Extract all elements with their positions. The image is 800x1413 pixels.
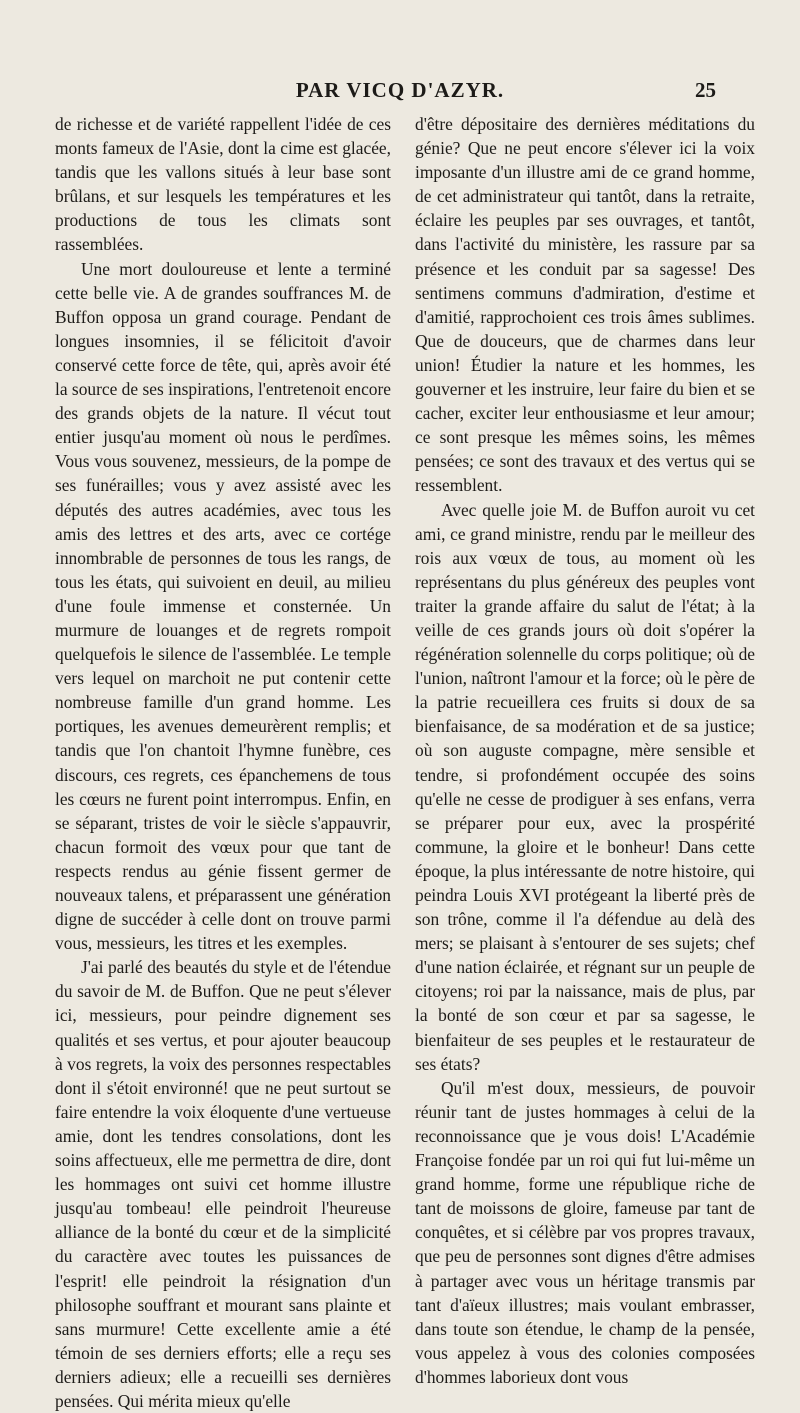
- right-column: [415, 112, 755, 1389]
- paragraph: d'être dépositaire des dernières méditations du génie? Que ne peut encore s'élever ici la voix imposante d'un illustre ami de ce grand homme, de cet administrateur qui tantôt, dans la retraite, éclaire les peuples par ses ouvrages, et tantôt, dans l'activité du ministère, les rassure par sa présence et les conduit par sa sagesse! Des sentimens communs d'admiration, d'estime et d'amitié, rapprochoient ces trois âmes sublimes. Que de douceurs, que de charmes dans leur union! Étudier la nature et les hommes, les gouverner et les instruire, leur faire du bien et se cacher, exciter leur enthousiasme et leur amour; ce sont presque les mêmes soins, les mêmes pensées; ce sont des travaux et des vertus qui se ressemblent.: [415, 114, 755, 496]
- paragraph: de richesse et de variété rappellent l'idée de ces monts fameux de l'Asie, dont la cime est glacée, tandis que les vallons situés à leur base sont brûlans, et sur lesquels les températures et les productions de tous les climats sont rassemblées.: [55, 114, 391, 255]
- page-number: 25: [695, 78, 716, 102]
- paragraph: Qu'il m'est doux, messieurs, de pouvoir réunir tant de justes hommages à celui de la reconnoissance que je vous dois! L'Académie Françoise fondée par un roi qui fut lui-même un grand homme, forme une république riche de tant de moissons de gloire, fameuse par tant de conquêtes, et si célèbre par vos propres travaux, que peu de personnes sont dignes d'être admises à partager avec vous un héritage transmis par tant d'aïeux illustres; mais voulant embrasser, dans toute son étendue, le champ de la pensée, vous appelez à vous des colonies composées d'hommes laborieux dont vous: [415, 1077, 755, 1387]
- left-column: [55, 112, 391, 1413]
- paragraph: Avec quelle joie M. de Buffon auroit vu cet ami, ce grand ministre, rendu par le meilleur des rois aux vœux de tous, au moment où les représentans du plus généreux des peuples vont traiter la grande affaire du salut de l'état; à la veille de ces grands jours où doit s'opérer la régénération solennelle du corps politique; où de l'union, naîtront l'amour et la force; où le père de la patrie recueillera ces fruits si doux de sa bienfaisance, de sa modération et de sa justice; où son auguste compagne, mère sensible et tendre, si profondément occupée des soins qu'elle ne cesse de prodiguer à ses enfans, verra se préparer pour eux, avec la prospérité commune, la gloire et le bonheur! Dans cette époque, la plus intéressante de notre histoire, qui peindra Louis XVI protégeant la liberté près de son trône, comme il l'a défendue au delà des mers; se plaisant à s'entourer de ses sujets; chef d'une nation éclairée, et régnant sur un peuple de citoyens; roi par la naissance, mais de plus, par la bonté de son cœur et par sa sagesse, le bienfaiteur de ses peuples et le restaurateur de ses états?: [415, 499, 755, 1074]
- paragraph: J'ai parlé des beautés du style et de l'étendue du savoir de M. de Buffon. Que ne peut s'élever ici, messieurs, pour peindre dignement ses qualités et ses vertus, et pour ajouter beaucoup à vos regrets, la voix des personnes respectables dont il s'étoit environné! que ne peut surtout se faire entendre la voix éloquente d'une vertueuse amie, dont les tendres consolations, dont les soins affectueux, elle me permettra de dire, dont les hommages ont suivi cet homme illustre jusqu'au tombeau! elle peindroit l'heureuse alliance de la bonté du cœur et de la simplicité du caractère avec toutes les puissances de l'esprit! elle peindroit la résignation d'un philosophe souffrant et mourant sans plainte et sans murmure! Cette excellente amie a été témoin de ses derniers efforts; elle a reçu ses derniers adieux; elle a recueilli ses dernières pensées. Qui mérita mieux qu'elle: [55, 957, 391, 1411]
- running-title: PAR VICQ D'AZYR.: [295, 78, 505, 102]
- running-head: [0, 78, 800, 108]
- paragraph: Une mort douloureuse et lente a terminé cette belle vie. A de grandes souffrances M. de Buffon opposa un grand courage. Pendant de longues insomnies, il se félicitoit d'avoir conservé cette force de tête, qui, après avoir été la source de ses inspirations, l'entretenoit encore des grands objets de la nature. Il vécut tout entier jusqu'au moment où nous le perdîmes. Vous vous souvenez, messieurs, de la pompe de ses funérailles; vous y avez assisté avec les députés des autres académies, avec tous les amis des lettres et des arts, avec ce cortége innombrable de personnes de tous les rangs, de tous les états, qui suivoient en deuil, au milieu d'une foule immense et consternée. Un murmure de louanges et de regrets rompoit quelquefois le silence de l'assemblée. Le temple vers lequel on marchoit ne put contenir cette nombreuse famille d'un grand homme. Les portiques, les avenues demeurèrent remplis; et tandis que l'on chantoit l'hymne funèbre, ces discours, ces regrets, ces épanchemens de tous les cœurs ne furent point interrompus. Enfin, en se séparant, tristes de voir le siècle s'appauvrir, chacun formoit des vœux pour que tant de respects rendus au génie fissent germer de nouveaux talens, et préparassent une génération digne de succéder à celle dont on trouve parmi vous, messieurs, les titres et les exemples.: [55, 258, 391, 954]
